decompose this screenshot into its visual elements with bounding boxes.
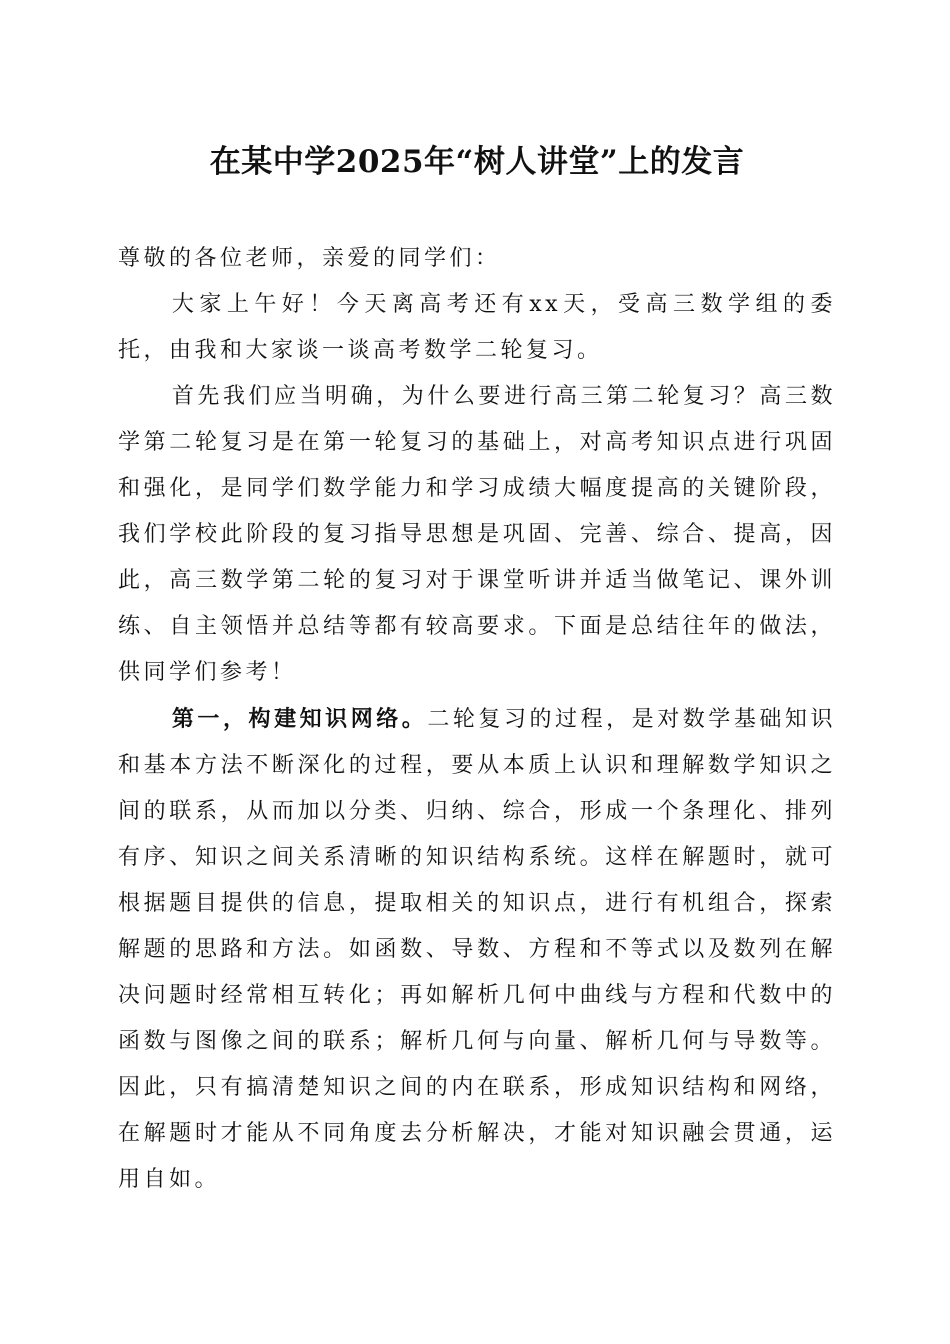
paragraph-section-1 [118, 696, 836, 1203]
section-1-heading: 第一，构建知识网络。 [171, 706, 428, 732]
document-page [118, 136, 836, 1203]
paragraph-greeting: 大家上午好！今天离高考还有xx天，受高三数学组的委托，由我和大家谈一谈高考数学二轮复习。 [118, 292, 836, 363]
document-title: 在某中学2025年“树人讲堂”上的发言 [209, 144, 745, 180]
paragraph-intro: 首先我们应当明确，为什么要进行高三第二轮复习？高三数学第二轮复习是在第一轮复习的基础上，对高考知识点进行巩固和强化，是同学们数学能力和学习成绩大幅度提高的关键阶段，我们学校此阶段的复习指导思想是巩固、完善、综合、提高，因此，高三数学第二轮的复习对于课堂听讲并适当做笔记、课外训练、自主领悟并总结等都有较高要求。下面是总结往年的做法，供同学们参考！ [118, 384, 836, 685]
section-1-body: 二轮复习的过程，是对数学基础知识和基本方法不断深化的过程，要从本质上认识和理解数学知识之间的联系，从而加以分类、归纳、综合，形成一个条理化、排列有序、知识之间关系清晰的知识结构系统。这样在解题时，就可根据题目提供的信息，提取相关的知识点，进行有机组合，探索解题的思路和方法。如函数、导数、方程和不等式以及数列在解决问题时经常相互转化；再如解析几何中曲线与方程和代数中的函数与图像之间的联系；解析几何与向量、解析几何与导数等。因此，只有搞清楚知识之间的内在联系，形成知识结构和网络，在解题时才能从不同角度去分析解决，才能对知识融会贯通，运用自如。 [118, 707, 836, 1192]
salutation: 尊敬的各位老师，亲爱的同学们： [118, 246, 501, 271]
